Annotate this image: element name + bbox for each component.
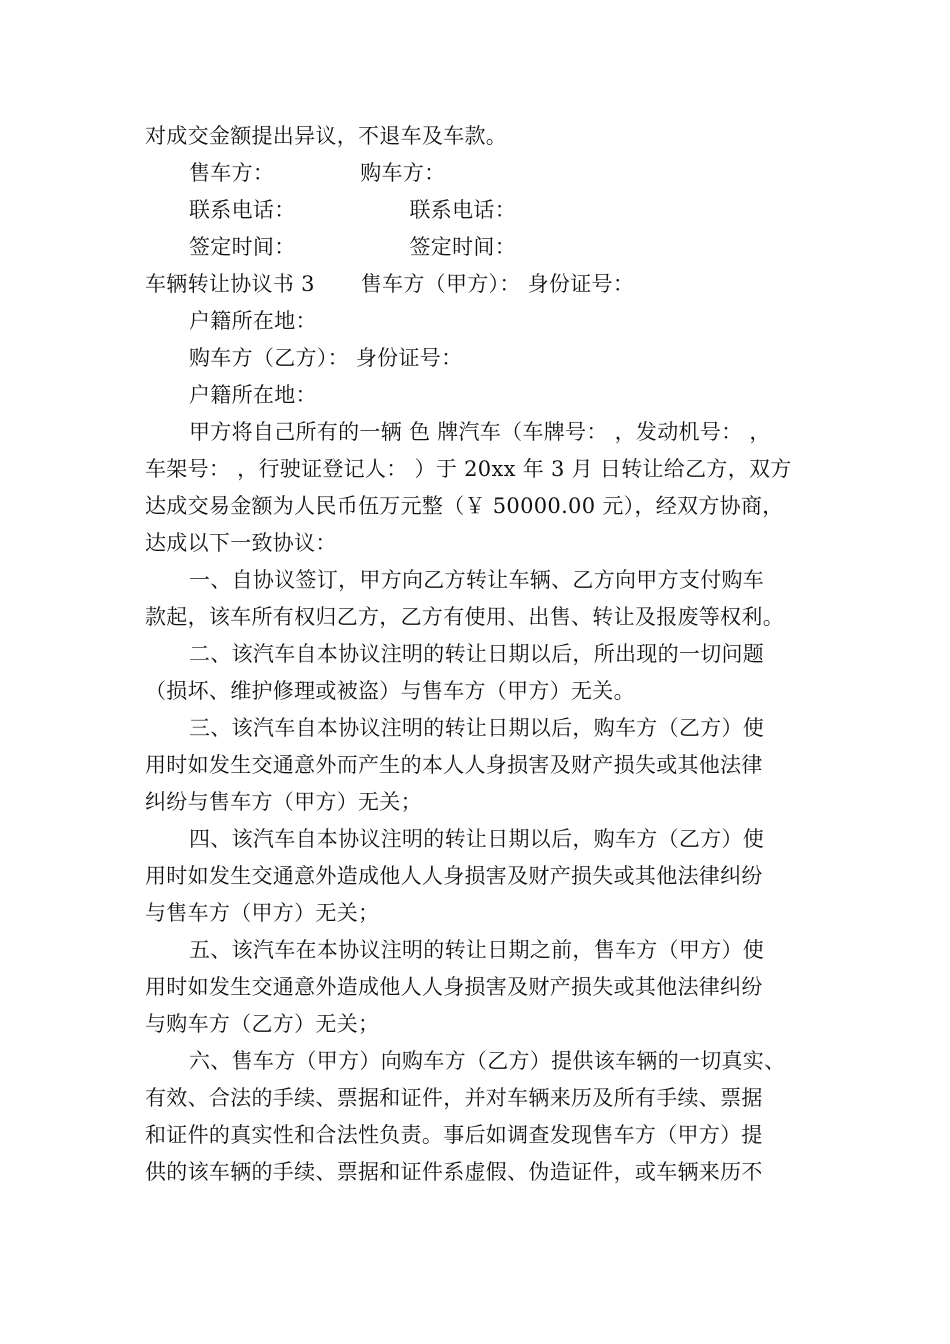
text-line: 四、该汽车自本协议注明的转让日期以后，购车方（乙方）使: [189, 827, 765, 851]
seller-label: 售车方：: [189, 161, 275, 185]
text-line: 和证件的真实性和合法性负责。事后如调查发现售车方（甲方）提: [145, 1123, 763, 1147]
seller-id-label: 售车方（甲方）： 身份证号：: [360, 272, 635, 296]
text-line: 款起，该车所有权归乙方，乙方有使用、出售、转让及报废等权利。: [145, 605, 784, 629]
text-line: 达成以下一致协议：: [145, 531, 337, 555]
text-line: 甲方将自己所有的一辆 色 牌汽车（车牌号： ，发动机号： ，: [189, 420, 771, 444]
text-line: 购车方（乙方）： 身份证号：: [189, 346, 463, 370]
text-line: 达成交易金额为人民币伍万元整（￥ 50000.00 元），经双方协商，: [145, 494, 784, 518]
text-line: 一、自协议签订，甲方向乙方转让车辆、乙方向甲方支付购车: [189, 568, 765, 592]
document-page: [145, 118, 825, 1191]
signature-row-phone: [145, 192, 825, 229]
text-line: 三、该汽车自本协议注明的转让日期以后，购车方（乙方）使: [189, 716, 765, 740]
signature-row-seller-buyer: [145, 155, 825, 192]
text-line: 用时如发生交通意外造成他人人身损害及财产损失或其他法律纠纷: [145, 864, 763, 888]
text-line: 户籍所在地：: [189, 309, 317, 333]
buyer-date-label: 签定时间：: [409, 235, 516, 259]
text-line: 户籍所在地：: [189, 383, 317, 407]
text-line: （损坏、维护修理或被盗）与售车方（甲方）无关。: [145, 679, 635, 703]
buyer-label: 购车方：: [360, 161, 446, 185]
text-line: 车架号： ，行驶证登记人： ）于 20xx 年 3 月 日转让给乙方，双方: [145, 457, 792, 481]
text-line: 有效、合法的手续、票据和证件，并对车辆来历及所有手续、票据: [145, 1086, 763, 1110]
text-line: 五、该汽车在本协议注明的转让日期之前，售车方（甲方）使: [189, 938, 765, 962]
agreement-title-row: [145, 266, 825, 303]
signature-row-date: [145, 229, 825, 266]
text-line: 用时如发生交通意外而产生的本人人身损害及财产损失或其他法律: [145, 753, 763, 777]
agreement-title: 车辆转让协议书 3: [145, 272, 315, 296]
text-line: 用时如发生交通意外造成他人人身损害及财产损失或其他法律纠纷: [145, 975, 763, 999]
buyer-phone-label: 联系电话：: [409, 198, 516, 222]
text-line: 对成交金额提出异议，不退车及车款。: [145, 124, 508, 148]
text-line: 二、该汽车自本协议注明的转让日期以后，所出现的一切问题: [189, 642, 765, 666]
text-line: 与售车方（甲方）无关；: [145, 901, 380, 925]
seller-phone-label: 联系电话：: [189, 198, 296, 222]
text-line: 六、售车方（甲方）向购车方（乙方）提供该车辆的一切真实、: [189, 1049, 786, 1073]
seller-date-label: 签定时间：: [189, 235, 296, 259]
text-line: 纠纷与售车方（甲方）无关；: [145, 790, 422, 814]
text-line: 供的该车辆的手续、票据和证件系虚假、伪造证件，或车辆来历不: [145, 1160, 763, 1184]
text-line: 与购车方（乙方）无关；: [145, 1012, 380, 1036]
